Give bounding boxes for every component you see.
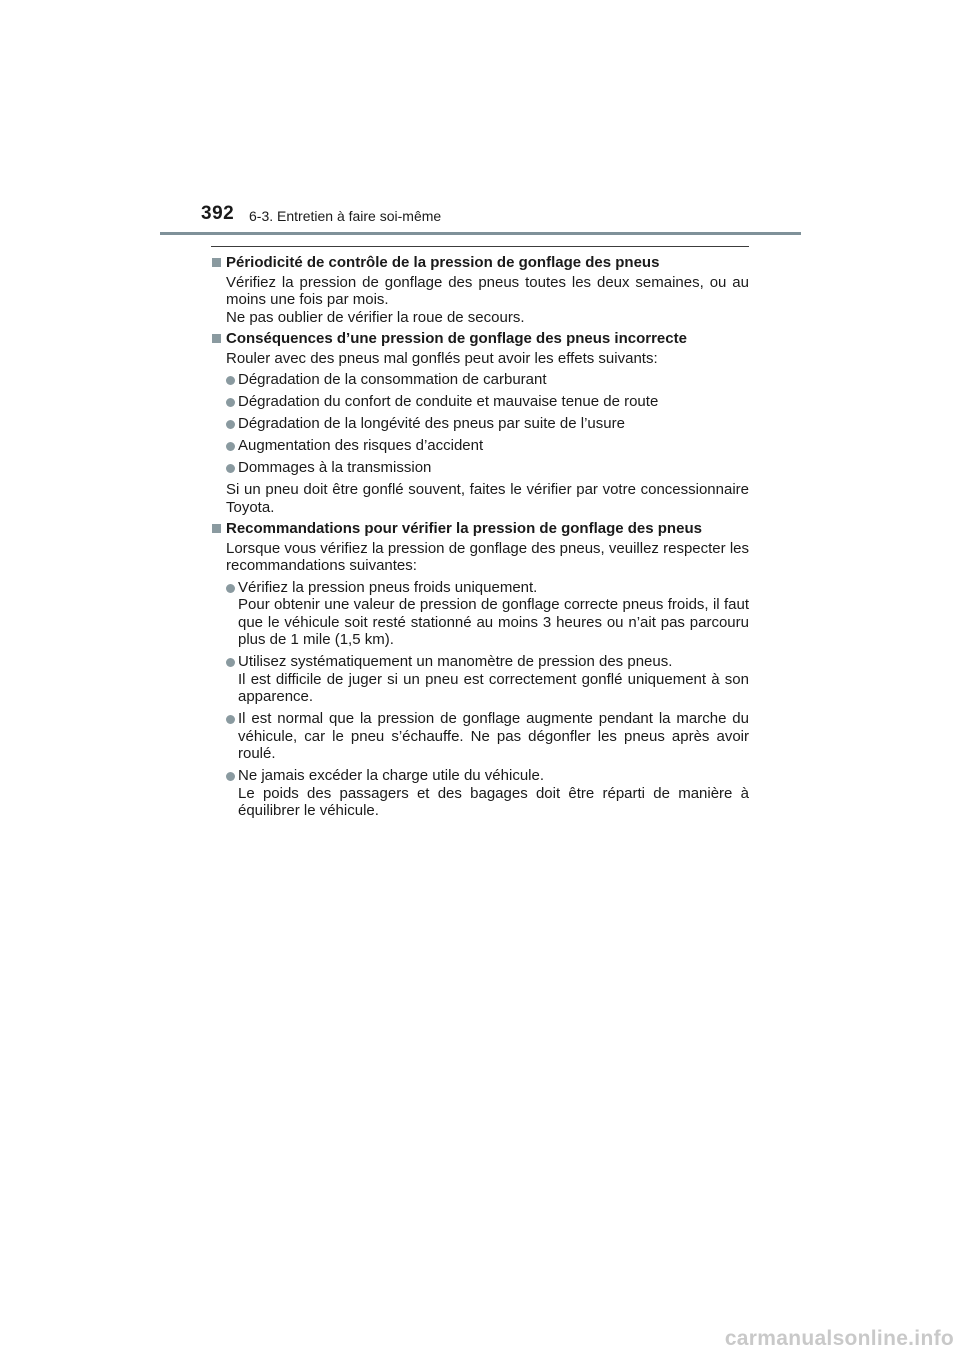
header-rule [160, 232, 801, 235]
paragraph: Rouler avec des pneus mal gonflés peut avoir les effets suivants: [226, 349, 658, 367]
list-item-title: Utilisez systématiquement un manomètre de pression des pneus. [238, 653, 673, 670]
paragraph-text: Vérifiez la pression de gonflage des pneus toutes les deux semaines, ou au moins une fois par mois. [226, 273, 749, 308]
list-item [211, 653, 749, 706]
section-inspection-frequency [211, 254, 749, 326]
section-divider [211, 246, 749, 247]
paragraph-text: Ne pas oublier de vérifier la roue de secours. [226, 308, 525, 326]
page-content [211, 254, 749, 824]
section-heading-text: Recommandations pour vérifier la pression de gonflage des pneus [226, 520, 702, 537]
section-heading [211, 254, 749, 272]
list-item [211, 371, 749, 389]
chapter-title: 6-3. Entretien à faire soi-même [249, 208, 442, 224]
list-item-title: Il est normal que la pression de gonflage augmente pendant la marche du véhicule, car le pneu s’échauffe. Ne pas dégonfler les pneus après avoir roulé. [238, 710, 749, 762]
section-heading [211, 330, 749, 348]
section-incorrect-pressure [211, 330, 749, 516]
list-item-text: Dégradation du confort de conduite et mauvaise tenue de route [238, 393, 659, 410]
bullet-dot-icon [226, 772, 235, 781]
list-item-body: Le poids des passagers et des bagages doit être réparti de manière à équilibrer le véhicule. [238, 784, 749, 819]
square-bullet-icon [212, 258, 221, 267]
square-bullet-icon [212, 524, 221, 533]
section-heading-text: Périodicité de contrôle de la pression de gonflage des pneus [226, 254, 660, 271]
bullet-dot-icon [226, 398, 235, 407]
section-heading-text: Conséquences d’une pression de gonflage des pneus incorrecte [226, 330, 687, 347]
list-item-text: Augmentation des risques d’accident [238, 437, 484, 454]
list-item-text: Dommages à la transmission [238, 459, 432, 476]
list-item-text: Dégradation de la longévité des pneus par suite de l’usure [238, 415, 625, 432]
list-item-title: Vérifiez la pression pneus froids uniquement. [238, 578, 538, 596]
bullet-dot-icon [226, 658, 235, 667]
list-item [211, 459, 749, 477]
list-item-title: Ne jamais excéder la charge utile du véhicule. [238, 767, 544, 784]
list-item [211, 437, 749, 455]
bullet-dot-icon [226, 584, 235, 593]
bullet-dot-icon [226, 464, 235, 473]
watermark: carmanualsonline.info [724, 1327, 954, 1350]
paragraph [211, 274, 749, 327]
list-item [211, 415, 749, 433]
list-item-body: Il est difficile de juger si un pneu est correctement gonflé uniquement à son apparence. [238, 670, 749, 705]
page-number: 392 [201, 203, 235, 224]
list-item [211, 579, 749, 649]
list-item [211, 710, 749, 763]
bullet-dot-icon [226, 376, 235, 385]
bullet-dot-icon [226, 442, 235, 451]
paragraph: Si un pneu doit être gonflé souvent, faites le vérifier par votre concessionnaire Toyota. [226, 481, 749, 516]
section-recommendations [211, 520, 749, 820]
bullet-dot-icon [226, 420, 235, 429]
bullet-dot-icon [226, 715, 235, 724]
list-item-body: Pour obtenir une valeur de pression de gonflage correcte pneus froids, il faut que le véhicule soit resté stationné au moins 3 heures ou n’ait pas parcouru plus de 1 mile (1,5 km). [238, 596, 749, 648]
list-item [211, 767, 749, 820]
paragraph: Lorsque vous vérifiez la pression de gonflage des pneus, veuillez respecter les recommandations suivantes: [226, 539, 749, 574]
list-item [211, 393, 749, 411]
section-heading [211, 520, 749, 538]
square-bullet-icon [212, 334, 221, 343]
list-item-text: Dégradation de la consommation de carburant [238, 371, 547, 388]
